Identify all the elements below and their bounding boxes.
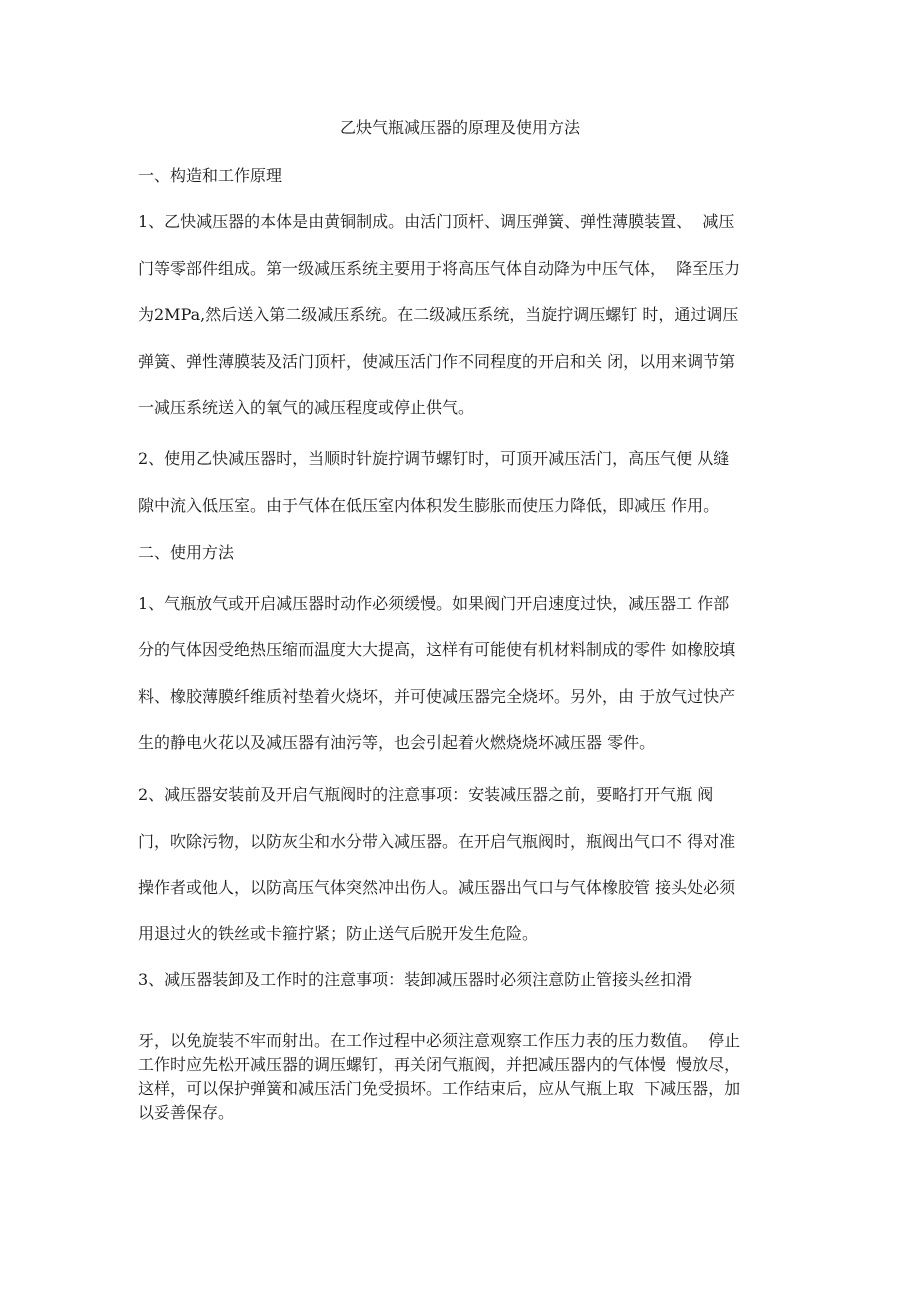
section-heading-usage: 二、使用方法 [138,543,235,562]
final-paragraph [138,1029,788,1125]
section-heading-construction: 一、构造和工作原理 [138,166,283,185]
paragraph-line: 一减压系统送入的氧气的减压程度或停止供气。 [138,398,475,417]
paragraph-line: 用退过火的铁丝或卡箍拧紧；防止送气后脱开发生危险。 [138,924,539,943]
paragraph-line: 料、橡胶薄膜纤维质衬垫着火烧坏，并可使减压器完全烧坏。另外，由 于放气过快产 [138,687,736,706]
paragraph-line: 门，吹除污物，以防灰尘和水分带入减压器。在开启气瓶阀时，瓶阀出气口不 得对准 [138,832,736,851]
paragraph-line: 为2MPa,然后送入第二级减压系统。在二级减压系统，当旋拧调压螺钉 时，通过调压 [138,305,739,324]
paragraph-line: 工作时应先松开减压器的调压螺钉，再关闭气瓶阀，并把减压器内的气体慢 慢放尽， [138,1055,741,1074]
paragraph-line: 2、减压器安装前及开启气瓶阀时的注意事项：安装减压器之前，要略打开气瓶 阀 [138,785,714,804]
paragraph-line: 这样，可以保护弹簧和减压活门免受损坏。工作结束后，应从气瓶上取 下减压器，加 [138,1079,741,1098]
paragraph-line: 牙，以免旋装不牢而射出。在工作过程中必须注意观察工作压力表的压力数值。 停止 [138,1031,741,1050]
paragraph-line: 隙中流入低压室。由于气体在低压室内体积发生膨胀而使压力降低，即减压 作用。 [138,496,720,515]
paragraph-line: 分的气体因受绝热压缩而温度大大提高，这样有可能使有机材料制成的零件 如橡胶填 [138,640,736,659]
paragraph-line: 3、减压器装卸及工作时的注意事项：装卸减压器时必须注意防止管接头丝扣滑 [138,970,693,989]
paragraph-line: 弹簧、弹性薄膜装及活门顶杆，使减压活门作不同程度的开启和关 闭，以用来调节第 [138,352,736,371]
paragraph-line: 2、使用乙快减压器时，当顺时针旋拧调节螺钉时，可顶开减压活门，高压气便 从缝 [138,449,730,468]
paragraph-line: 操作者或他人，以防高压气体突然冲出伤人。减压器出气口与气体橡胶管 接头处必须 [138,878,736,897]
paragraph-line: 1、乙快减压器的本体是由黄铜制成。由活门顶杆、调压弹簧、弹性薄膜装置、 减压 [138,212,735,231]
paragraph-line: 以妥善保存。 [138,1103,235,1122]
paragraph-line: 门等零部件组成。第一级减压系统主要用于将高压气体自动降为中压气体， 降至压力 [138,259,741,278]
paragraph-line: 生的静电火花以及减压器有油污等，也会引起着火燃烧烧坏减压器 零件。 [138,733,656,752]
document-title: 乙炔气瓶减压器的原理及使用方法 [339,118,580,137]
paragraph-line: 1、气瓶放气或开启减压器时动作必须缓慢。如果阀门开启速度过快，减压器工 作部 [138,594,730,613]
